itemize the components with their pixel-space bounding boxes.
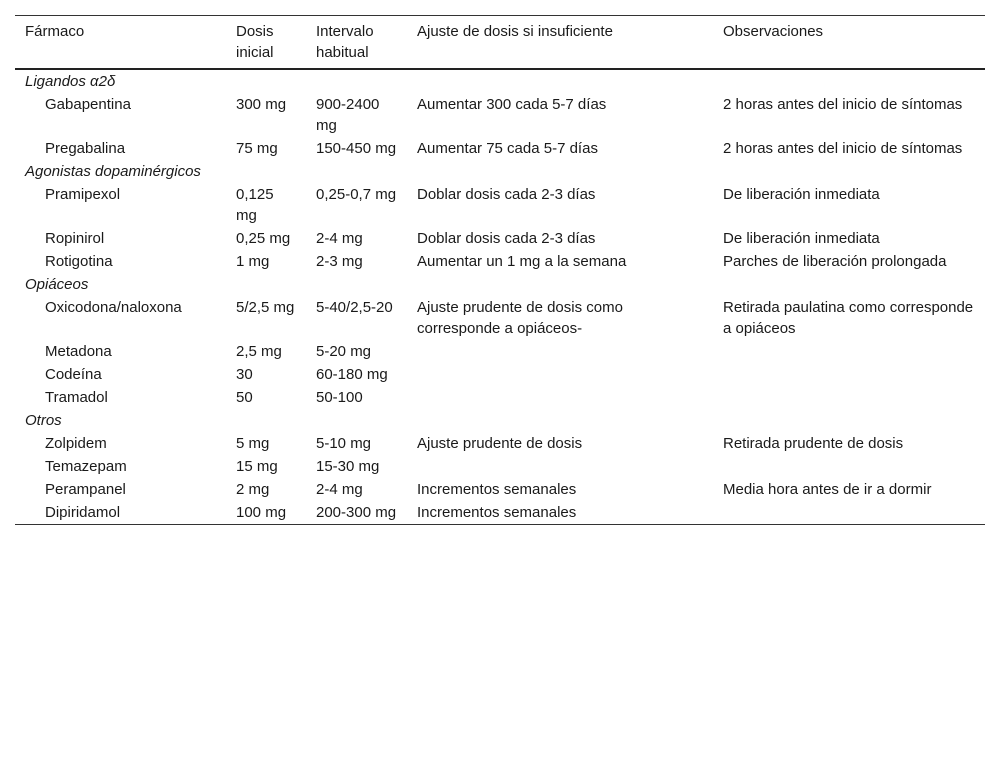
- usual-range-cell: 200-300 mg: [316, 504, 397, 521]
- notes-cell: De liberación inmediata: [723, 186, 880, 203]
- usual-range-cell: 0,25-0,7 mg: [316, 186, 397, 203]
- drug-cell: Zolpidem: [45, 435, 107, 452]
- table-row: [15, 296, 985, 340]
- adjustment-cell: Aumentar un 1 mg a la semana: [417, 253, 627, 270]
- drug-cell: Rotigotina: [45, 253, 113, 270]
- notes-cell: De liberación inmediata: [723, 230, 880, 247]
- group-label: Ligandos α2δ: [25, 73, 116, 90]
- drug-cell: Oxicodona/naloxona: [45, 299, 182, 316]
- usual-range-cell: 50-100: [316, 389, 363, 406]
- initial-dose-cell: 2,5 mg: [236, 343, 282, 360]
- usual-range-cell: 900-2400 mg: [316, 96, 380, 134]
- adjustment-cell: Incrementos semanales: [417, 481, 577, 498]
- adjustment-cell: [407, 455, 713, 478]
- initial-dose-cell: 30: [236, 366, 253, 383]
- usual-range-cell: 15-30 mg: [316, 458, 380, 475]
- initial-dose-cell: 300 mg: [236, 96, 287, 113]
- group-label: Otros: [25, 412, 62, 429]
- initial-dose-cell: 75 mg: [236, 140, 278, 157]
- initial-dose-cell: 5 mg: [236, 435, 270, 452]
- notes-cell: Retirada paulatina como corresponde a opiáceos: [723, 299, 974, 337]
- notes-cell: 2 horas antes del inicio de síntomas: [723, 96, 963, 113]
- adjustment-cell: Incrementos semanales: [417, 504, 577, 521]
- initial-dose-cell: 0,25 mg: [236, 230, 291, 247]
- usual-range-cell: 2-4 mg: [316, 481, 363, 498]
- drug-cell: Ropinirol: [45, 230, 105, 247]
- header-drug: Fármaco: [25, 23, 85, 40]
- notes-cell: Retirada prudente de dosis: [723, 435, 904, 452]
- usual-range-cell: 5-40/2,5-20: [316, 299, 393, 316]
- adjustment-cell: Doblar dosis cada 2-3 días: [417, 186, 596, 203]
- drug-cell: Codeína: [45, 366, 102, 383]
- adjustment-cell: Doblar dosis cada 2-3 días: [417, 230, 596, 247]
- table-row: [15, 455, 985, 478]
- drug-cell: Perampanel: [45, 481, 126, 498]
- table-header: [15, 16, 985, 70]
- notes-cell: 2 horas antes del inicio de síntomas: [723, 140, 963, 157]
- usual-range-cell: 2-4 mg: [316, 230, 363, 247]
- header-row: [15, 16, 985, 70]
- notes-cell: [713, 363, 985, 386]
- drug-cell: Temazepam: [45, 458, 127, 475]
- initial-dose-cell: 0,125 mg: [236, 186, 274, 224]
- initial-dose-cell: 2 mg: [236, 481, 270, 498]
- initial-dose-cell: 5/2,5 mg: [236, 299, 295, 316]
- adjustment-cell: Ajuste prudente de dosis como corresponde a opiáceos-: [417, 299, 623, 337]
- initial-dose-cell: 50: [236, 389, 253, 406]
- initial-dose-cell: 1 mg: [236, 253, 270, 270]
- adjustment-cell: [407, 363, 713, 386]
- table-row: [15, 340, 985, 363]
- table-row: [15, 250, 985, 273]
- drug-cell: Tramadol: [45, 389, 108, 406]
- table-row: [15, 137, 985, 160]
- group-row: [15, 69, 985, 93]
- table-row: [15, 363, 985, 386]
- header-initial-dose: Dosis inicial: [236, 23, 274, 61]
- drug-cell: Gabapentina: [45, 96, 131, 113]
- notes-cell: [713, 455, 985, 478]
- adjustment-cell: Ajuste prudente de dosis: [417, 435, 583, 452]
- usual-range-cell: 60-180 mg: [316, 366, 388, 383]
- notes-cell: [713, 501, 985, 525]
- table-row: [15, 501, 985, 525]
- dosage-table: [15, 15, 985, 525]
- header-adjustment: Ajuste de dosis si insuficiente: [417, 23, 613, 40]
- usual-range-cell: 150-450 mg: [316, 140, 397, 157]
- adjustment-cell: [407, 386, 713, 409]
- table-row: [15, 227, 985, 250]
- table-row: [15, 478, 985, 501]
- notes-cell: Media hora antes de ir a dormir: [723, 481, 932, 498]
- group-row: [15, 273, 985, 296]
- drug-cell: Pramipexol: [45, 186, 121, 203]
- table-row: [15, 93, 985, 137]
- notes-cell: Parches de liberación prolongada: [723, 253, 947, 270]
- notes-cell: [713, 340, 985, 363]
- drug-cell: Dipiridamol: [45, 504, 121, 521]
- initial-dose-cell: 100 mg: [236, 504, 287, 521]
- group-row: [15, 409, 985, 432]
- group-row: [15, 160, 985, 183]
- group-label: Agonistas dopaminérgicos: [25, 163, 201, 180]
- notes-cell: [713, 386, 985, 409]
- drug-cell: Metadona: [45, 343, 112, 360]
- usual-range-cell: 5-10 mg: [316, 435, 372, 452]
- table-row: [15, 183, 985, 227]
- table-row: [15, 432, 985, 455]
- adjustment-cell: Aumentar 300 cada 5-7 días: [417, 96, 607, 113]
- header-usual-range: Intervalo habitual: [316, 23, 374, 61]
- drug-cell: Pregabalina: [45, 140, 126, 157]
- header-notes: Observaciones: [723, 23, 824, 40]
- adjustment-cell: [407, 340, 713, 363]
- initial-dose-cell: 15 mg: [236, 458, 278, 475]
- usual-range-cell: 2-3 mg: [316, 253, 363, 270]
- group-label: Opiáceos: [25, 276, 89, 293]
- table-row: [15, 386, 985, 409]
- usual-range-cell: 5-20 mg: [316, 343, 372, 360]
- adjustment-cell: Aumentar 75 cada 5-7 días: [417, 140, 598, 157]
- table-body: [15, 69, 985, 525]
